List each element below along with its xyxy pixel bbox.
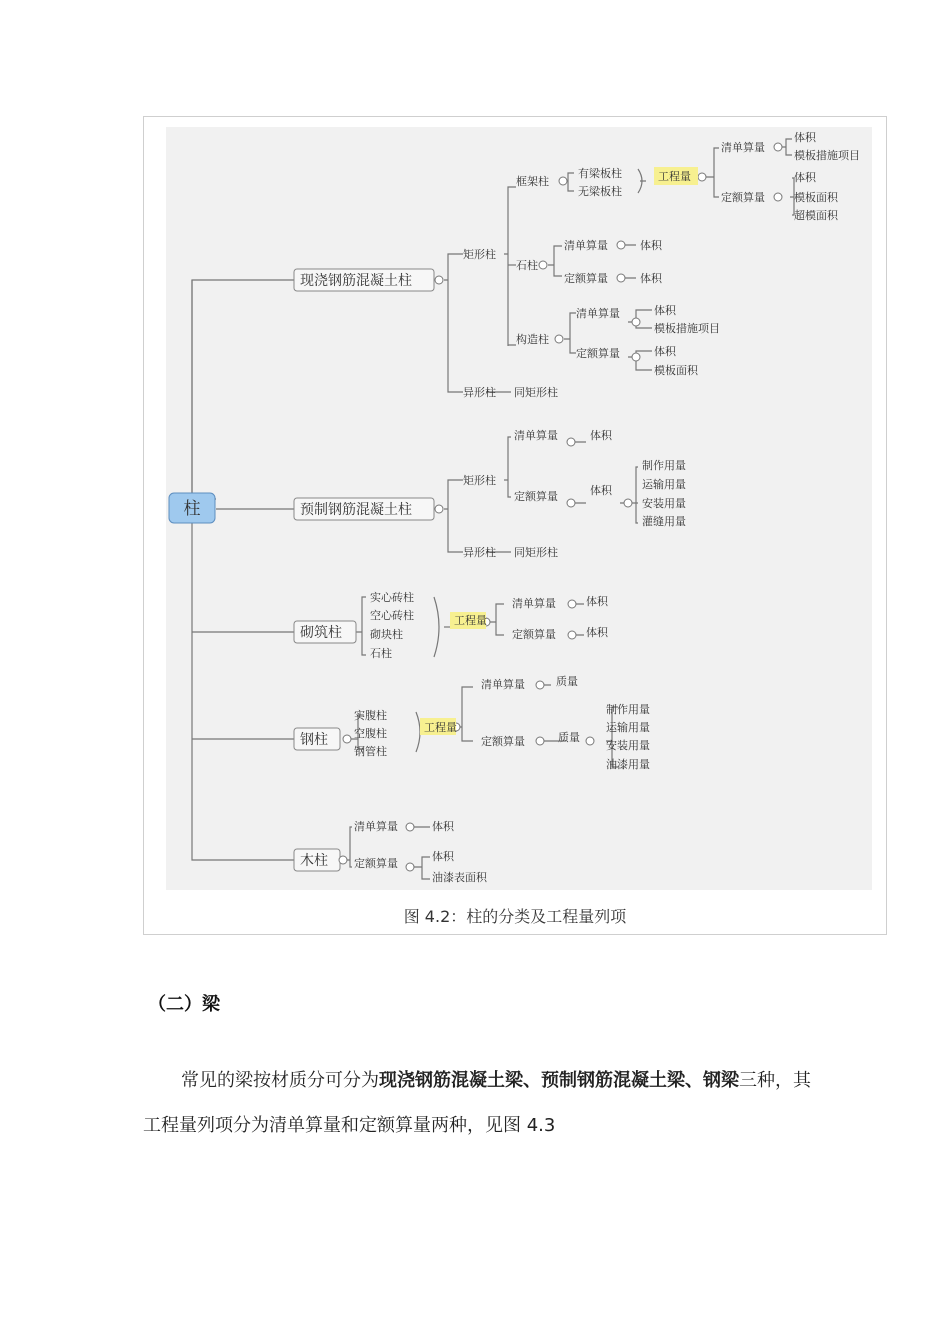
node-ysyl-1: 运输用量	[642, 478, 686, 491]
node-dinge-3: 定额算量	[576, 347, 620, 360]
node-yixing-2: 异形柱	[463, 546, 496, 559]
node-dinge-6: 定额算量	[481, 735, 525, 748]
node-tiji-7: 体积	[590, 429, 612, 442]
node-mbmj-1: 模板面积	[794, 191, 838, 204]
node-sxzz: 实心砖柱	[370, 591, 414, 604]
node-tong-juxing-1: 同矩形柱	[514, 386, 558, 399]
section-heading: （二）梁	[148, 994, 220, 1015]
mindmap-svg	[166, 127, 872, 890]
node-yuzhi: 预制钢筋混凝土柱	[300, 502, 412, 518]
node-tiji-5: 体积	[654, 304, 676, 317]
node-tiji-4: 体积	[640, 272, 662, 285]
node-dinge-4: 定额算量	[514, 490, 558, 503]
node-qkz: 砌块柱	[370, 628, 403, 641]
node-sfz: 实腹柱	[354, 709, 387, 722]
column-classification-mindmap	[166, 127, 872, 890]
node-gcl-3: 工程量	[424, 721, 457, 734]
node-tiji-3: 体积	[640, 239, 662, 252]
node-azyl-1: 安装用量	[642, 497, 686, 510]
node-qingdan-4: 清单算量	[514, 429, 558, 442]
node-gouzao: 构造柱	[516, 333, 549, 346]
node-gangzhu: 钢柱	[300, 732, 328, 748]
level1-boxes	[294, 269, 434, 871]
node-qingdan-1: 清单算量	[721, 141, 765, 154]
node-mbcs-2: 模板措施项目	[654, 322, 720, 335]
node-kuangjia: 框架柱	[516, 175, 549, 188]
node-dinge-2: 定额算量	[564, 272, 608, 285]
node-mbcs-1: 模板措施项目	[794, 149, 860, 162]
node-qingdan-6: 清单算量	[481, 678, 525, 691]
node-kfz: 空腹柱	[354, 727, 387, 740]
node-tiji-6: 体积	[654, 345, 676, 358]
node-qingdan-5: 清单算量	[512, 597, 556, 610]
node-mbmj-2: 模板面积	[654, 364, 698, 377]
node-dinge-1: 定额算量	[721, 191, 765, 204]
gcl-highlights	[420, 167, 698, 735]
node-juxing-1: 矩形柱	[463, 248, 496, 261]
node-yqyl: 油漆用量	[606, 758, 650, 771]
node-qingdan-3: 清单算量	[576, 307, 620, 320]
para-bold-materials: 现浇钢筋混凝土梁、预制钢筋混凝土梁、钢梁	[379, 1070, 739, 1091]
figure-caption: 图 4.2：柱的分类及工程量列项	[403, 907, 627, 926]
node-wuliang: 无梁板柱	[578, 185, 622, 198]
node-tiji-10: 体积	[586, 626, 608, 639]
node-zhiliang-1: 质量	[556, 675, 578, 688]
node-tiji-12: 体积	[432, 850, 454, 863]
node-zzyl-2: 制作用量	[606, 703, 650, 716]
node-gcl-1: 工程量	[658, 170, 691, 183]
node-tiji-9: 体积	[586, 595, 608, 608]
node-qingdan-7: 清单算量	[354, 820, 398, 833]
node-shizhu: 石柱	[516, 259, 538, 272]
node-tiji-11: 体积	[432, 820, 454, 833]
node-zzyl-1: 制作用量	[642, 459, 686, 472]
node-muzhu: 木柱	[300, 853, 328, 869]
node-gfyl: 灌缝用量	[642, 515, 686, 528]
node-kxzz: 空心砖柱	[370, 609, 414, 622]
figure-frame	[143, 116, 887, 935]
node-yqymj: 油漆表面积	[432, 871, 487, 884]
node-tiji-1: 体积	[794, 131, 816, 144]
node-shizhu-2: 石柱	[370, 647, 392, 660]
node-dinge-7: 定额算量	[354, 857, 398, 870]
node-dinge-5: 定额算量	[512, 628, 556, 641]
para-text-2: 三种，其工程量列项分为清单算量和定额算量两种，见图 4.3	[143, 1070, 811, 1136]
node-tiji-8: 体积	[590, 484, 612, 497]
node-yixing-1: 异形柱	[463, 386, 496, 399]
node-youliang: 有梁板柱	[578, 167, 622, 180]
para-text-1: 常见的梁按材质分可分为	[181, 1070, 379, 1091]
node-qingdan-2: 清单算量	[564, 239, 608, 252]
node-azyl-2: 安装用量	[606, 739, 650, 752]
node-cmmj: 超模面积	[794, 209, 838, 222]
node-qizhu: 砌筑柱	[300, 625, 342, 641]
node-ggz: 钢管柱	[354, 745, 387, 758]
node-zhiliang-2: 质量	[558, 731, 580, 744]
node-tiji-2: 体积	[794, 171, 816, 184]
node-juxing-2: 矩形柱	[463, 474, 496, 487]
node-tong-juxing-2: 同矩形柱	[514, 546, 558, 559]
node-ysyl-2: 运输用量	[606, 721, 650, 734]
body-paragraph	[143, 1058, 823, 1148]
node-gcl-2: 工程量	[454, 614, 487, 627]
node-xianjiao: 现浇钢筋混凝土柱	[300, 273, 412, 289]
root-node-label: 柱	[183, 499, 201, 519]
